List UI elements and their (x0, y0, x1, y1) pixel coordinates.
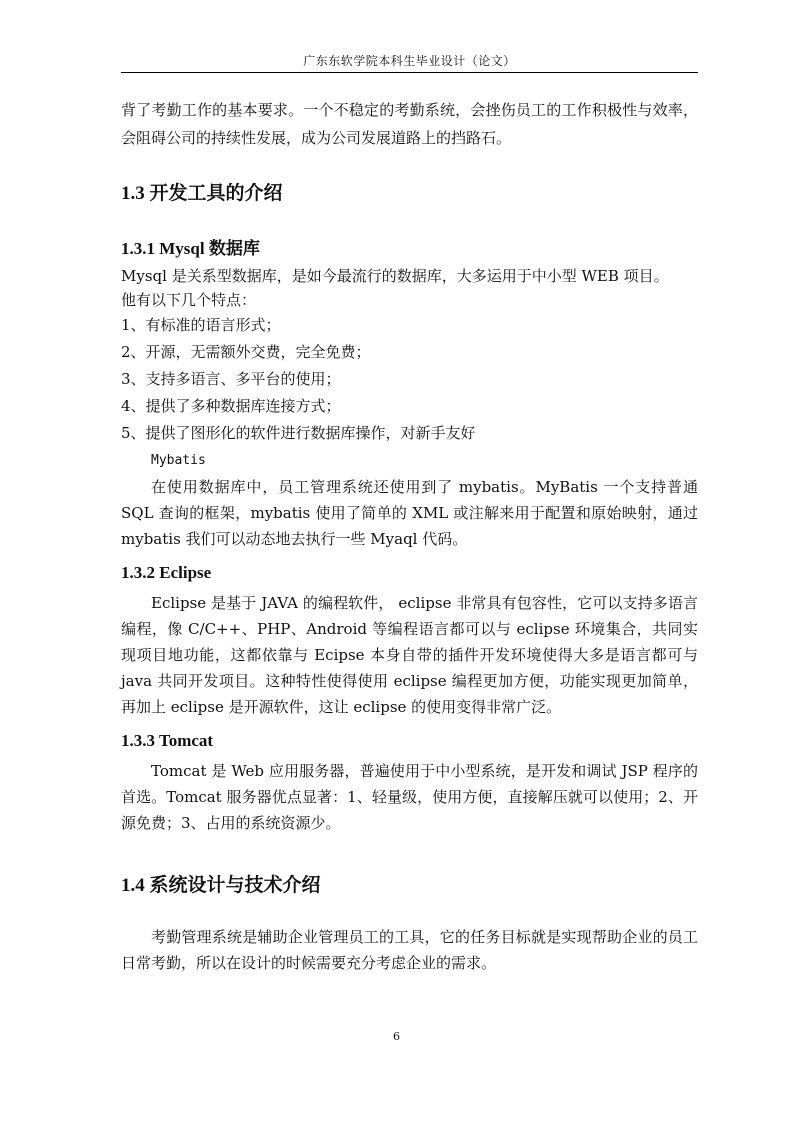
mysql-line-4: 2、开源，无需额外交费，完全免费； (121, 343, 371, 361)
mybatis-label: Mybatis (151, 453, 206, 468)
subsection-heading-1-3-1: 1.3.1 Mysql 数据库 (121, 239, 260, 258)
subsection-heading-1-3-2: 1.3.2 Eclipse (121, 563, 212, 582)
mysql-line-7: 5、提供了图形化的软件进行数据库操作，对新手友好 (121, 424, 476, 442)
page-number: 6 (393, 1030, 400, 1043)
section-heading-1-3: 1.3 开发工具的介绍 (121, 183, 283, 204)
mysql-line-5: 3、支持多语言、多平台的使用； (121, 370, 341, 388)
document-body (121, 96, 698, 976)
mysql-line-2: 他有以下几个特点： (121, 291, 257, 309)
tomcat-paragraph: Tomcat 是 Web 应用服务器，普遍使用于中小型系统，是开发和调试 JSP 程序的首选。Tomcat 服务器优点显著：1、轻量级，使用方便，直接解压就可以使用；2、开源免费；3、占用的系统资源少。 (121, 762, 698, 832)
mybatis-paragraph: 在使用数据库中，员工管理系统还使用到了 mybatis。MyBatis 一个支持普通 SQL 查询的框架，mybatis 使用了简单的 XML 或注解来用于配置和原始映射，通过 mybatis 我们可以动态地去执行一些 Myaql 代码。 (121, 478, 698, 548)
mysql-line-3: 1、有标准的语言形式； (121, 316, 281, 334)
eclipse-paragraph: Eclipse 是基于 JAVA 的编程软件， eclipse 非常具有包容性，它可以支持多语言编程，像 C/C++、PHP、Android 等编程语言都可以与 eclipse 环境集合，共同实现项目地功能，这都依靠与 Ecipse 本身自带的插件开发环境使得大多是语言都可与 java 共同开发项目。这种特性使得使用 eclipse 编程更加方便，功能实现更加简单，再加上 eclipse 是开源软件，这让 eclipse 的使用变得非常广泛。 (121, 594, 698, 716)
running-header: 广东东软学院本科生毕业设计（论文） (303, 54, 516, 68)
mysql-line-6: 4、提供了多种数据库连接方式； (121, 397, 341, 415)
intro-paragraph: 背了考勤工作的基本要求。一个不稳定的考勤系统，会挫伤员工的工作积极性与效率，会阻碍公司的持续性发展，成为公司发展道路上的挡路石。 (121, 101, 698, 147)
section-heading-1-4: 1.4 系统设计与技术介绍 (121, 875, 321, 896)
section-1-4-paragraph: 考勤管理系统是辅助企业管理员工的工具，它的任务目标就是实现帮助企业的员工日常考勤，所以在设计的时候需要充分考虑企业的需求。 (121, 928, 698, 972)
header-rule (121, 72, 698, 73)
subsection-heading-1-3-3: 1.3.3 Tomcat (121, 731, 214, 750)
mysql-line-1: Mysql 是关系型数据库，是如今最流行的数据库，大多运用于中小型 WEB 项目。 (121, 267, 669, 285)
mysql-feature-list (121, 264, 698, 447)
